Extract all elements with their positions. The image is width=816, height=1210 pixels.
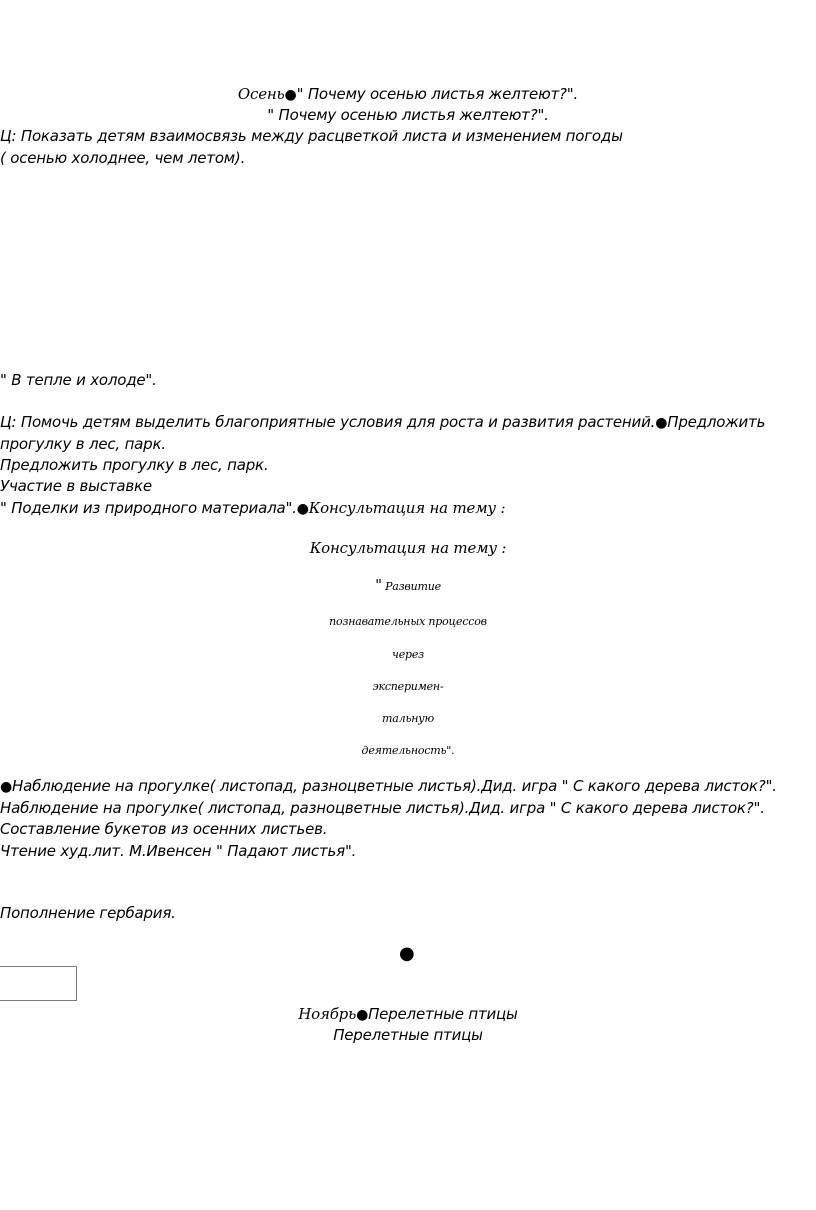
consultation-line-6: деятельность". — [361, 744, 455, 757]
consultation-line-1: Развитие — [385, 580, 441, 593]
autumn-goal-line1: Ц: Показать детям взаимосвязь между расцветкой листа и изменением погоды — [0, 127, 623, 145]
warm-cold-goal-line1 — [0, 412, 765, 434]
november-topic-inline: Перелетные птицы — [368, 1005, 518, 1023]
consultation-inline: Консультация на тему : — [308, 499, 506, 517]
autumn-goal-line2: ( осенью холоднее, чем летом). — [0, 149, 246, 167]
reading: Чтение худ.лит. М.Ивенсен " Падают листья". — [0, 842, 357, 860]
walk-suggestion: Предложить прогулку в лес, парк. — [0, 456, 269, 474]
autumn-topic-inline: " Почему осенью листья желтеют?". — [296, 85, 579, 103]
autumn-topic-title: " Почему осенью листья желтеют?". — [267, 106, 549, 124]
consultation-line-5: тальную — [382, 712, 434, 725]
warm-cold-goal-line2: прогулку в лес, парк. — [0, 435, 166, 453]
bouquets: Составление букетов из осенних листьев. — [0, 820, 328, 838]
warm-cold-goal-text: Ц: Помочь детям выделить благоприятные условия для роста и развития растений. — [0, 413, 656, 431]
bullet-icon: ● — [284, 87, 297, 103]
empty-text-box — [0, 966, 77, 1001]
consultation-line-4: эксперимен- — [372, 680, 444, 693]
month-label-autumn: Осень — [237, 85, 285, 103]
bullet-icon: ● — [0, 779, 13, 795]
exhibition-line1: Участие в выставке — [0, 477, 152, 495]
exhibition-line2-row — [0, 498, 505, 520]
bullet-icon: ● — [399, 943, 415, 964]
exhibition-line2: " Поделки из природного материала". — [0, 499, 297, 517]
november-heading-row — [0, 1004, 816, 1026]
warm-cold-title: " В тепле и холоде". — [0, 371, 157, 389]
consultation-line-3: через — [392, 648, 424, 661]
consultation-line-1-row — [0, 577, 816, 595]
bullet-icon: ● — [655, 415, 668, 431]
consultation-heading: Консультация на тему : — [309, 539, 507, 557]
quote-mark: " — [375, 576, 382, 594]
warm-cold-goal-tail: Предложить — [667, 413, 766, 431]
bullet-icon: ● — [296, 501, 309, 517]
bullet-icon: ● — [356, 1007, 369, 1023]
autumn-heading-row — [0, 84, 816, 106]
november-topic-title: Перелетные птицы — [333, 1026, 483, 1044]
consultation-line-2: познавательных процессов — [329, 615, 487, 628]
month-label-november: Ноябрь — [298, 1005, 357, 1023]
herbarium: Пополнение гербария. — [0, 904, 176, 922]
observation-inline: Наблюдение на прогулке( листопад, разноцветные листья).Дид. игра " С какого дерева листок?". — [12, 777, 777, 795]
observation-inline-row — [0, 776, 777, 798]
observation: Наблюдение на прогулке( листопад, разноцветные листья).Дид. игра " С какого дерева листок?". — [0, 799, 765, 817]
